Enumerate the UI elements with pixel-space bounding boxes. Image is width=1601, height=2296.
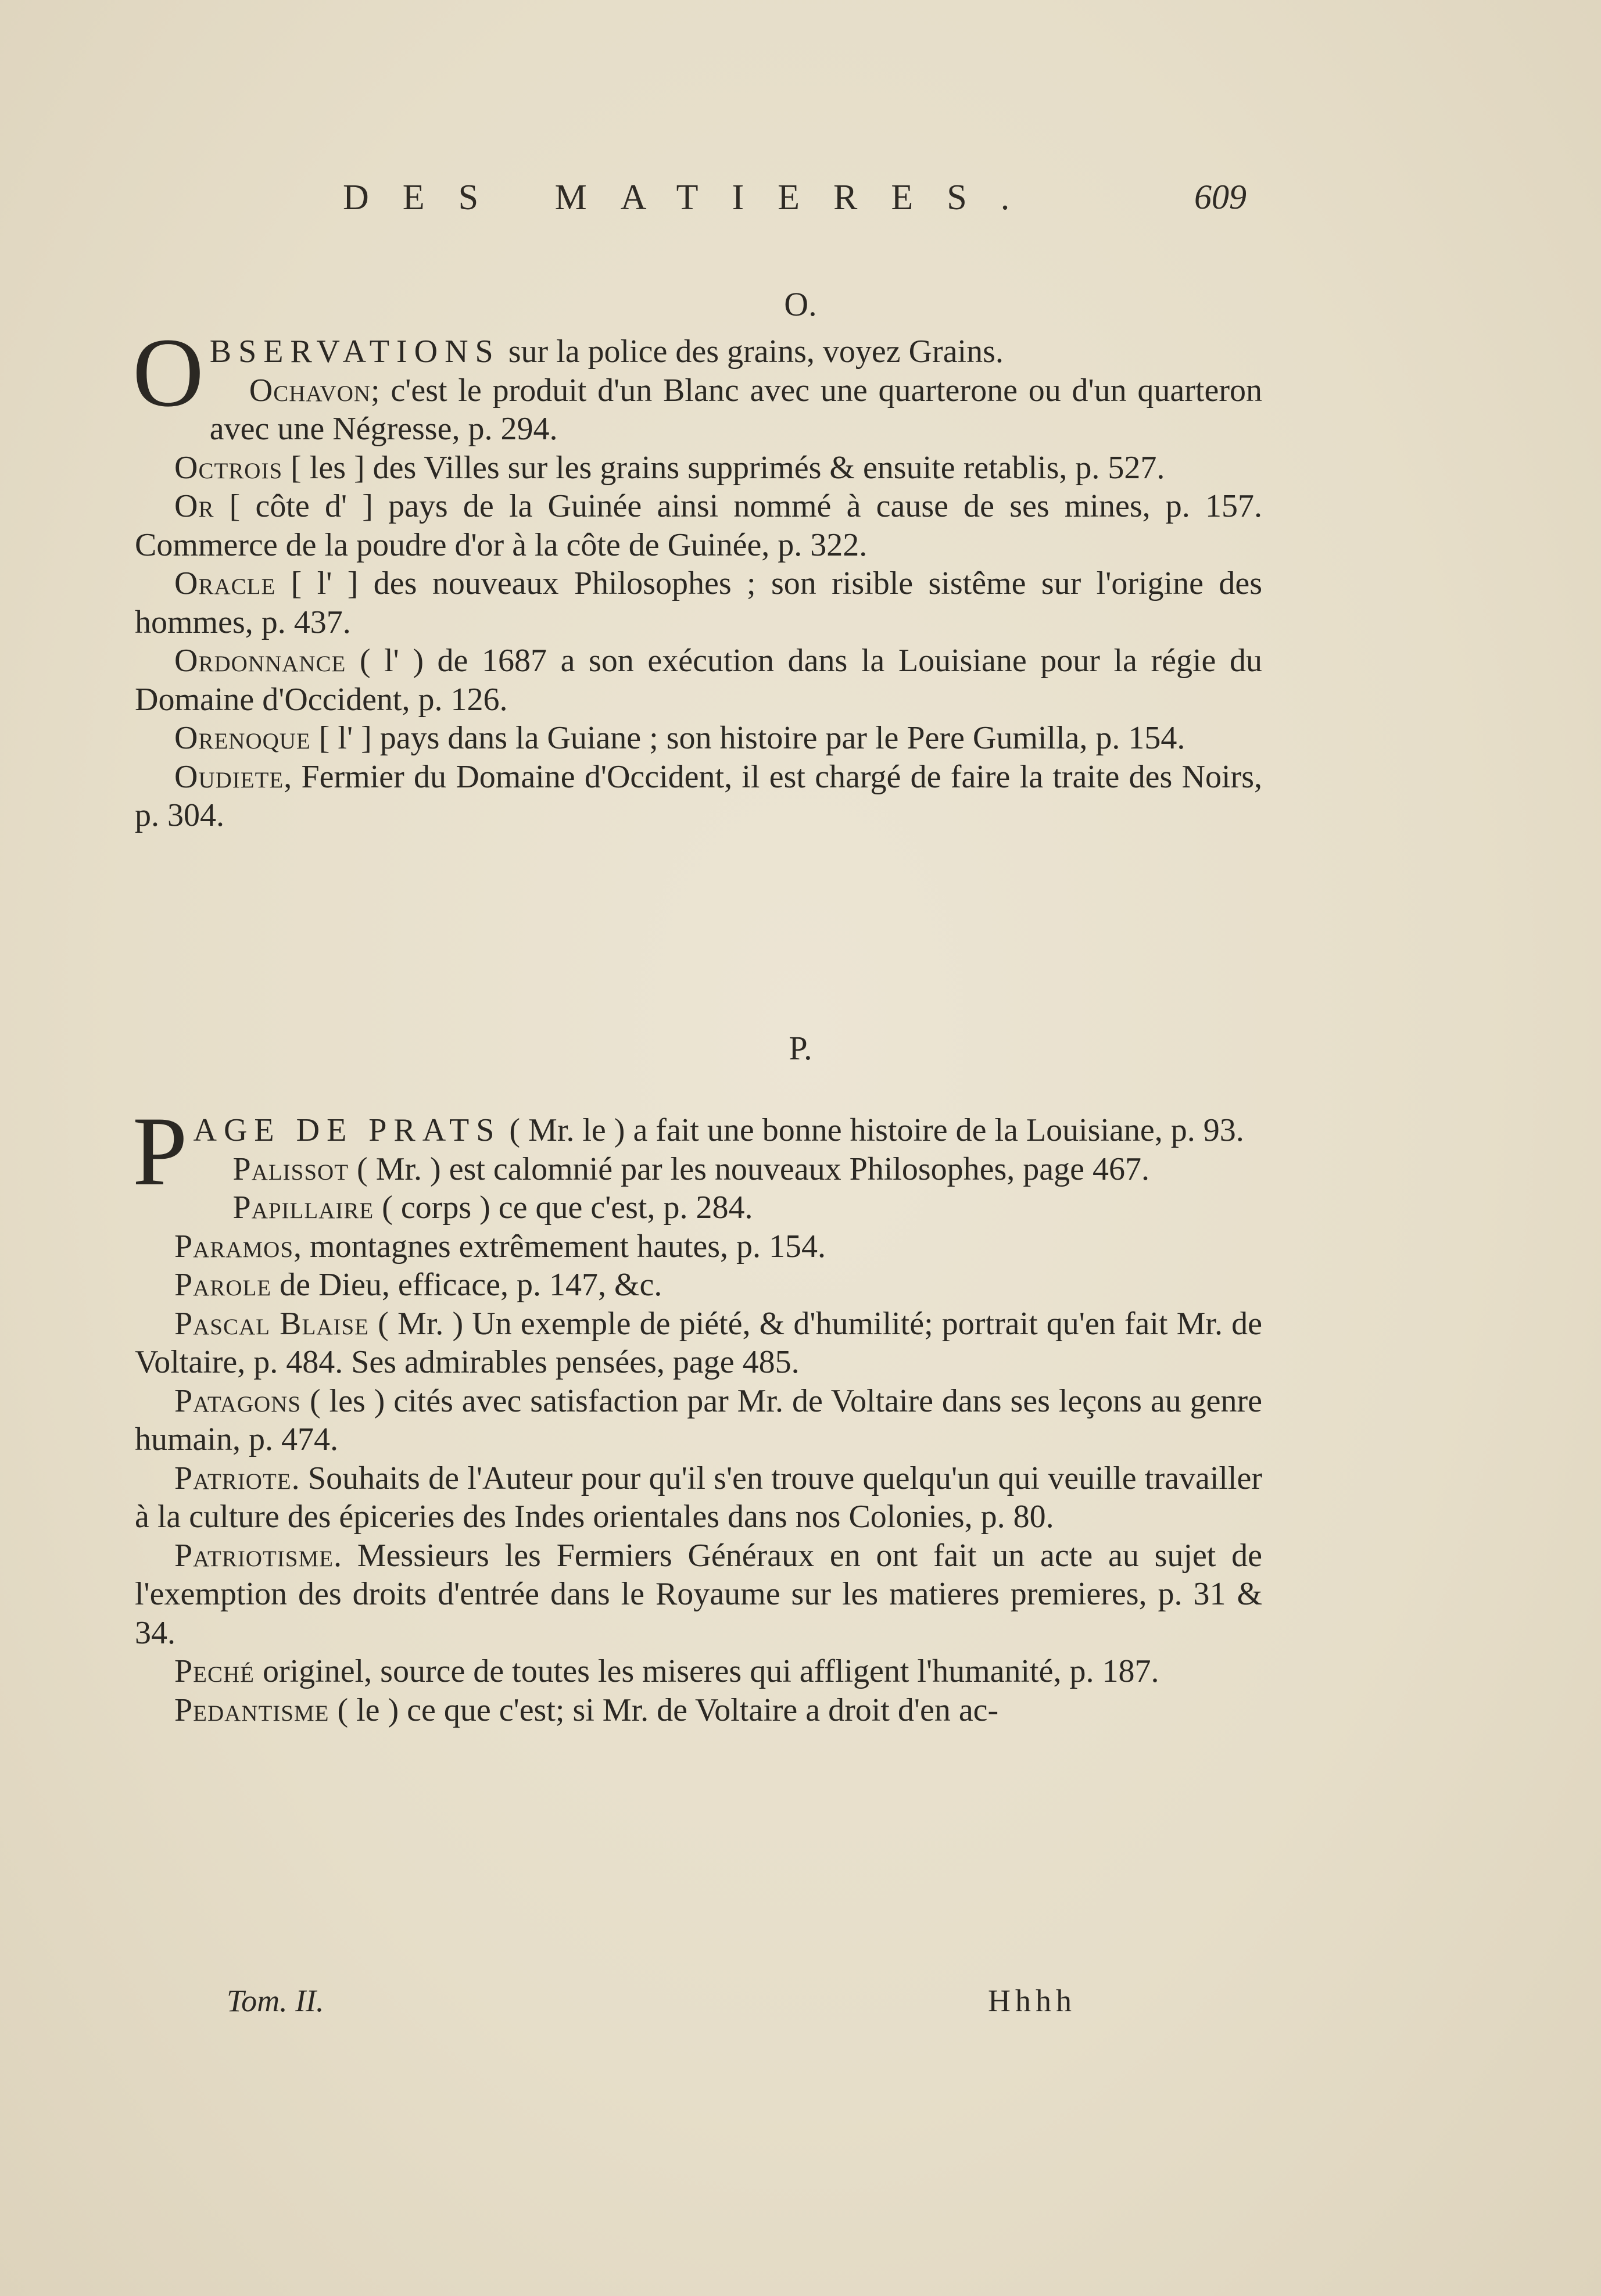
entry-text: [ côte d' ] pays de la Guinée ainsi nommé à cause de ses mines, p. 157. Commerce de la poudre d'or à la côte de Guinée, p. 322. [135,488,1262,563]
index-entry [135,1305,1262,1382]
entry-text: sur la police des grains, voyez Grains. [500,334,1004,370]
entry-head: Parole [174,1267,272,1303]
entry-head: BSERVATIONS [209,334,500,370]
entry-head: Pedantisme [174,1692,329,1728]
index-entry [135,1652,1262,1691]
entry-text: originel, source de toutes les miseres qui affligent l'humanité, p. 187. [254,1653,1159,1689]
entry-head: Patagons [174,1382,302,1419]
drop-cap-o: O [132,318,204,427]
index-entry [135,1459,1262,1536]
entry-head: Oracle [174,565,276,601]
entry-text: ( le ) ce que c'est; si Mr. de Voltaire a droit d'en ac- [329,1692,999,1728]
entry-head: Patriote [174,1460,292,1496]
section-letter-p: P. [789,1029,812,1067]
entry-text: , Fermier du Domaine d'Occident, il est chargé de faire la traite des Noirs, p. 304. [135,758,1262,833]
entry-text: de Dieu, efficace, p. 147, &c. [271,1267,662,1303]
index-entry [135,1188,1262,1227]
section-letter-o: O. [784,285,817,323]
entry-text: ( Mr. le ) a fait une bonne histoire de la Louisiane, p. 93. [501,1112,1244,1148]
entry-head: Peché [174,1653,255,1689]
signature-mark: Hhhh [988,1983,1076,2018]
entry-head: Patriotisme [174,1537,334,1574]
entry-head: Or [174,488,214,524]
entry-text: . Messieurs les Fermiers Généraux en ont fait un acte au sujet de l'exemption des droits d'entrée dans le Royaume sur les matieres premieres, p. 31 & 34. [135,1537,1262,1651]
index-entry [135,1150,1262,1189]
entry-text: ( les ) cités avec satisfaction par Mr. de Voltaire dans ses leçons au genre humain, p. 474. [135,1382,1262,1457]
index-entry [135,487,1262,564]
entry-head: Orenoque [174,720,311,756]
entry-text: ( l' ) de 1687 a son exécution dans la Louisiane pour la régie du Domaine d'Occident, p. 126. [135,643,1262,718]
entry-head: Papillaire [232,1190,374,1226]
entry-text: ( corps ) ce que c'est, p. 284. [374,1190,753,1226]
entry-text: ( Mr. ) est calomnié par les nouveaux Philosophes, page 467. [349,1151,1149,1187]
page-number: 609 [1194,178,1247,216]
index-entry [135,1382,1262,1459]
entry-head: Paramos [174,1228,294,1265]
index-entry [135,564,1262,642]
index-entry [135,758,1262,835]
entry-head: Pascal Blaise [174,1305,369,1342]
entry-text: , montagnes extrêmement hautes, p. 154. [293,1228,826,1265]
entry-text: ( Mr. ) Un exemple de piété, & d'humilité; portrait qu'en fait Mr. de Voltaire, p. 484. Ses admirables pensées, page 485. [135,1305,1262,1380]
entry-text: [ les ] des Villes sur les grains supprimés & ensuite retablis, p. 527. [282,449,1165,486]
drop-cap-p: P [132,1097,188,1206]
index-entries-p [132,1097,1262,1729]
index-entry [135,642,1262,719]
index-entries-o [132,318,1262,835]
entry-text: . Souhaits de l'Auteur pour qu'il s'en trouve quelqu'un qui veuille travailler à la culture des épiceries des Indes orientales dans nos Colonies, p. 80. [135,1460,1262,1535]
index-entry [135,719,1262,758]
index-entry [135,449,1262,488]
index-entry [135,1266,1262,1305]
index-entry [135,1227,1262,1266]
entry-head: AGE DE PRATS [193,1112,502,1148]
entry-head: Palissot [232,1151,349,1187]
index-entry [135,1536,1262,1653]
index-entry [135,1691,1262,1730]
entry-head: Oudiete [174,758,284,795]
entry-text: [ l' ] des nouveaux Philosophes ; son risible sistême sur l'origine des hommes, p. 437. [135,565,1262,640]
entry-head: Ochavon [249,372,371,409]
entry-text: [ l' ] pays dans la Guiane ; son histoire par le Pere Gumilla, p. 154. [310,720,1185,756]
entry-head: Ordonnance [174,643,346,679]
index-entry [135,371,1262,449]
volume-label: Tom. II. [227,1983,324,2018]
entry-head: Octrois [174,449,283,486]
running-header: DES MATIERES. [343,178,1044,217]
entry-text: ; c'est le produit d'un Blanc avec une quarterone ou d'un quarteron avec une Négresse, p. 294. [209,372,1262,447]
